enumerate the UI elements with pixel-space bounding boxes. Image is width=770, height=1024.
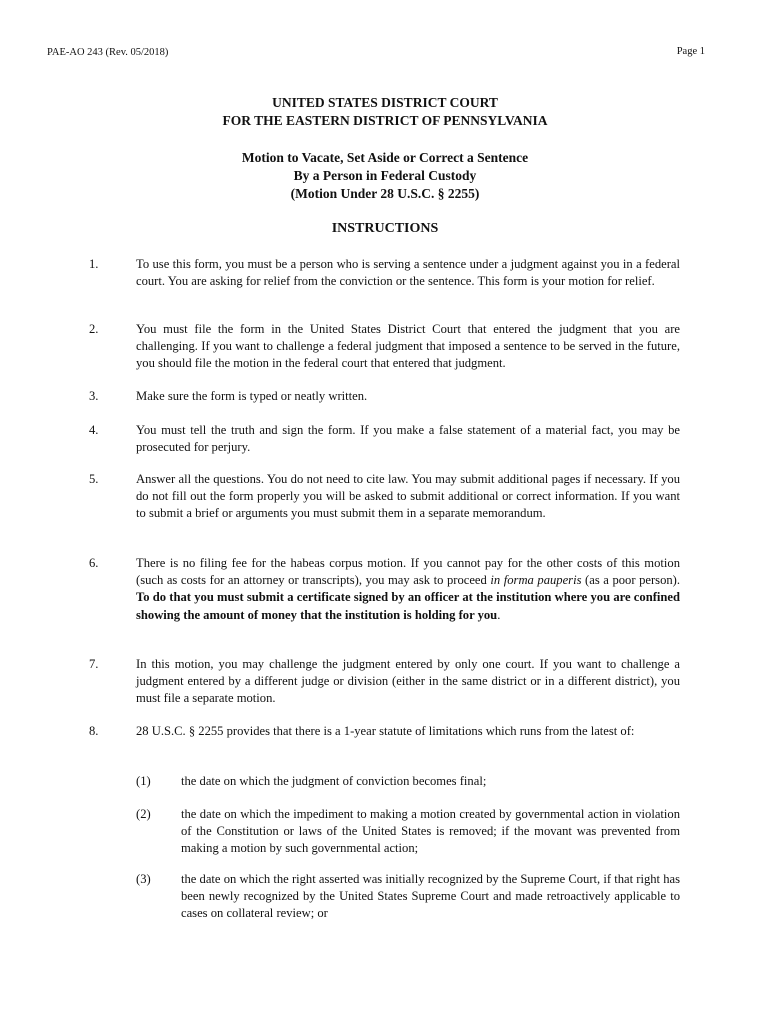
item-number: 5. — [89, 472, 99, 486]
item-text: In this motion, you may challenge the judgment entered by only one court. If you want to challenge a judgment entered by a different judge or division (either in the same district or in a different district), you must file a separate motion. — [136, 657, 680, 706]
form-id: PAE-AO 243 (Rev. 05/2018) — [47, 47, 169, 58]
motion-title-line1: Motion to Vacate, Set Aside or Correct a Sentence — [241, 150, 529, 165]
item-text: You must tell the truth and sign the form. If you make a false statement of a material fact, you may be prosecuted for perjury. — [136, 423, 680, 455]
motion-title-line3: (Motion Under 28 U.S.C. § 2255) — [290, 186, 480, 201]
item-text: Answer all the questions. You do not need to cite law. You may submit additional pages if necessary. If you do not fill out the form properly you will be asked to submit additional or correct information. If you want to submit a brief or arguments you must submit them in a separate memorandum. — [136, 472, 680, 521]
item-text: 28 U.S.C. § 2255 provides that there is a 1-year statute of limitations which runs from the latest of: — [136, 724, 635, 738]
item-number: 2. — [89, 322, 99, 336]
subitem-text: the date on which the impediment to making a motion created by governmental action in violation of the Constitution or laws of the United States is removed; if the movant was prevented from making a motion by such governmental action; — [181, 807, 680, 856]
court-title — [0, 94, 770, 130]
instructions-heading: INSTRUCTIONS — [331, 221, 439, 236]
item-text-part: (as a poor person). — [581, 573, 681, 588]
subitem-number: (1) — [136, 774, 151, 788]
item-number: 1. — [89, 257, 99, 271]
page-number: Page 1 — [676, 46, 705, 57]
subitem-number: (3) — [136, 872, 151, 886]
item-number: 4. — [89, 423, 99, 437]
court-title-line1: UNITED STATES DISTRICT COURT — [272, 95, 498, 110]
item-text-part: There is no filing fee for the habeas corpus motion. If you cannot pay for the other costs of this motion (such as costs for an attorney or transcripts), you may ask to proceed — [136, 556, 680, 588]
item-number: 7. — [89, 657, 99, 671]
italic-phrase: in forma pauperis — [490, 573, 582, 588]
subitem-text: the date on which the judgment of conviction becomes final; — [181, 774, 487, 788]
item-text-end: . — [497, 607, 501, 622]
item-number: 8. — [89, 724, 99, 738]
subitem-text: the date on which the right asserted was initially recognized by the Supreme Court, if that right has been newly recognized by the United States Supreme Court and made retroactively applicable to cases on collateral review; or — [181, 872, 680, 921]
item-text: You must file the form in the United States District Court that entered the judgment that you are challenging. If you want to challenge a federal judgment that imposed a sentence to be served in the future, you should file the motion in the federal court that entered that judgment. — [136, 322, 680, 371]
item-text: Make sure the form is typed or neatly written. — [136, 389, 368, 403]
subitem-number: (2) — [136, 807, 151, 821]
motion-title-line2: By a Person in Federal Custody — [293, 168, 477, 183]
court-title-line2: FOR THE EASTERN DISTRICT OF PENNSYLVANIA — [222, 113, 548, 128]
item-text — [136, 555, 680, 624]
motion-title — [0, 149, 770, 203]
item-number: 3. — [89, 389, 99, 403]
item-text: To use this form, you must be a person who is serving a sentence under a judgment against you in a federal court. You are asking for relief from the conviction or the sentence. This form is your motion for relief. — [136, 257, 680, 289]
item-number: 6. — [89, 556, 99, 570]
bold-requirement: To do that you must submit a certificate signed by an officer at the institution where you are confined showing the amount of money that the institution is holding for you — [136, 590, 680, 622]
